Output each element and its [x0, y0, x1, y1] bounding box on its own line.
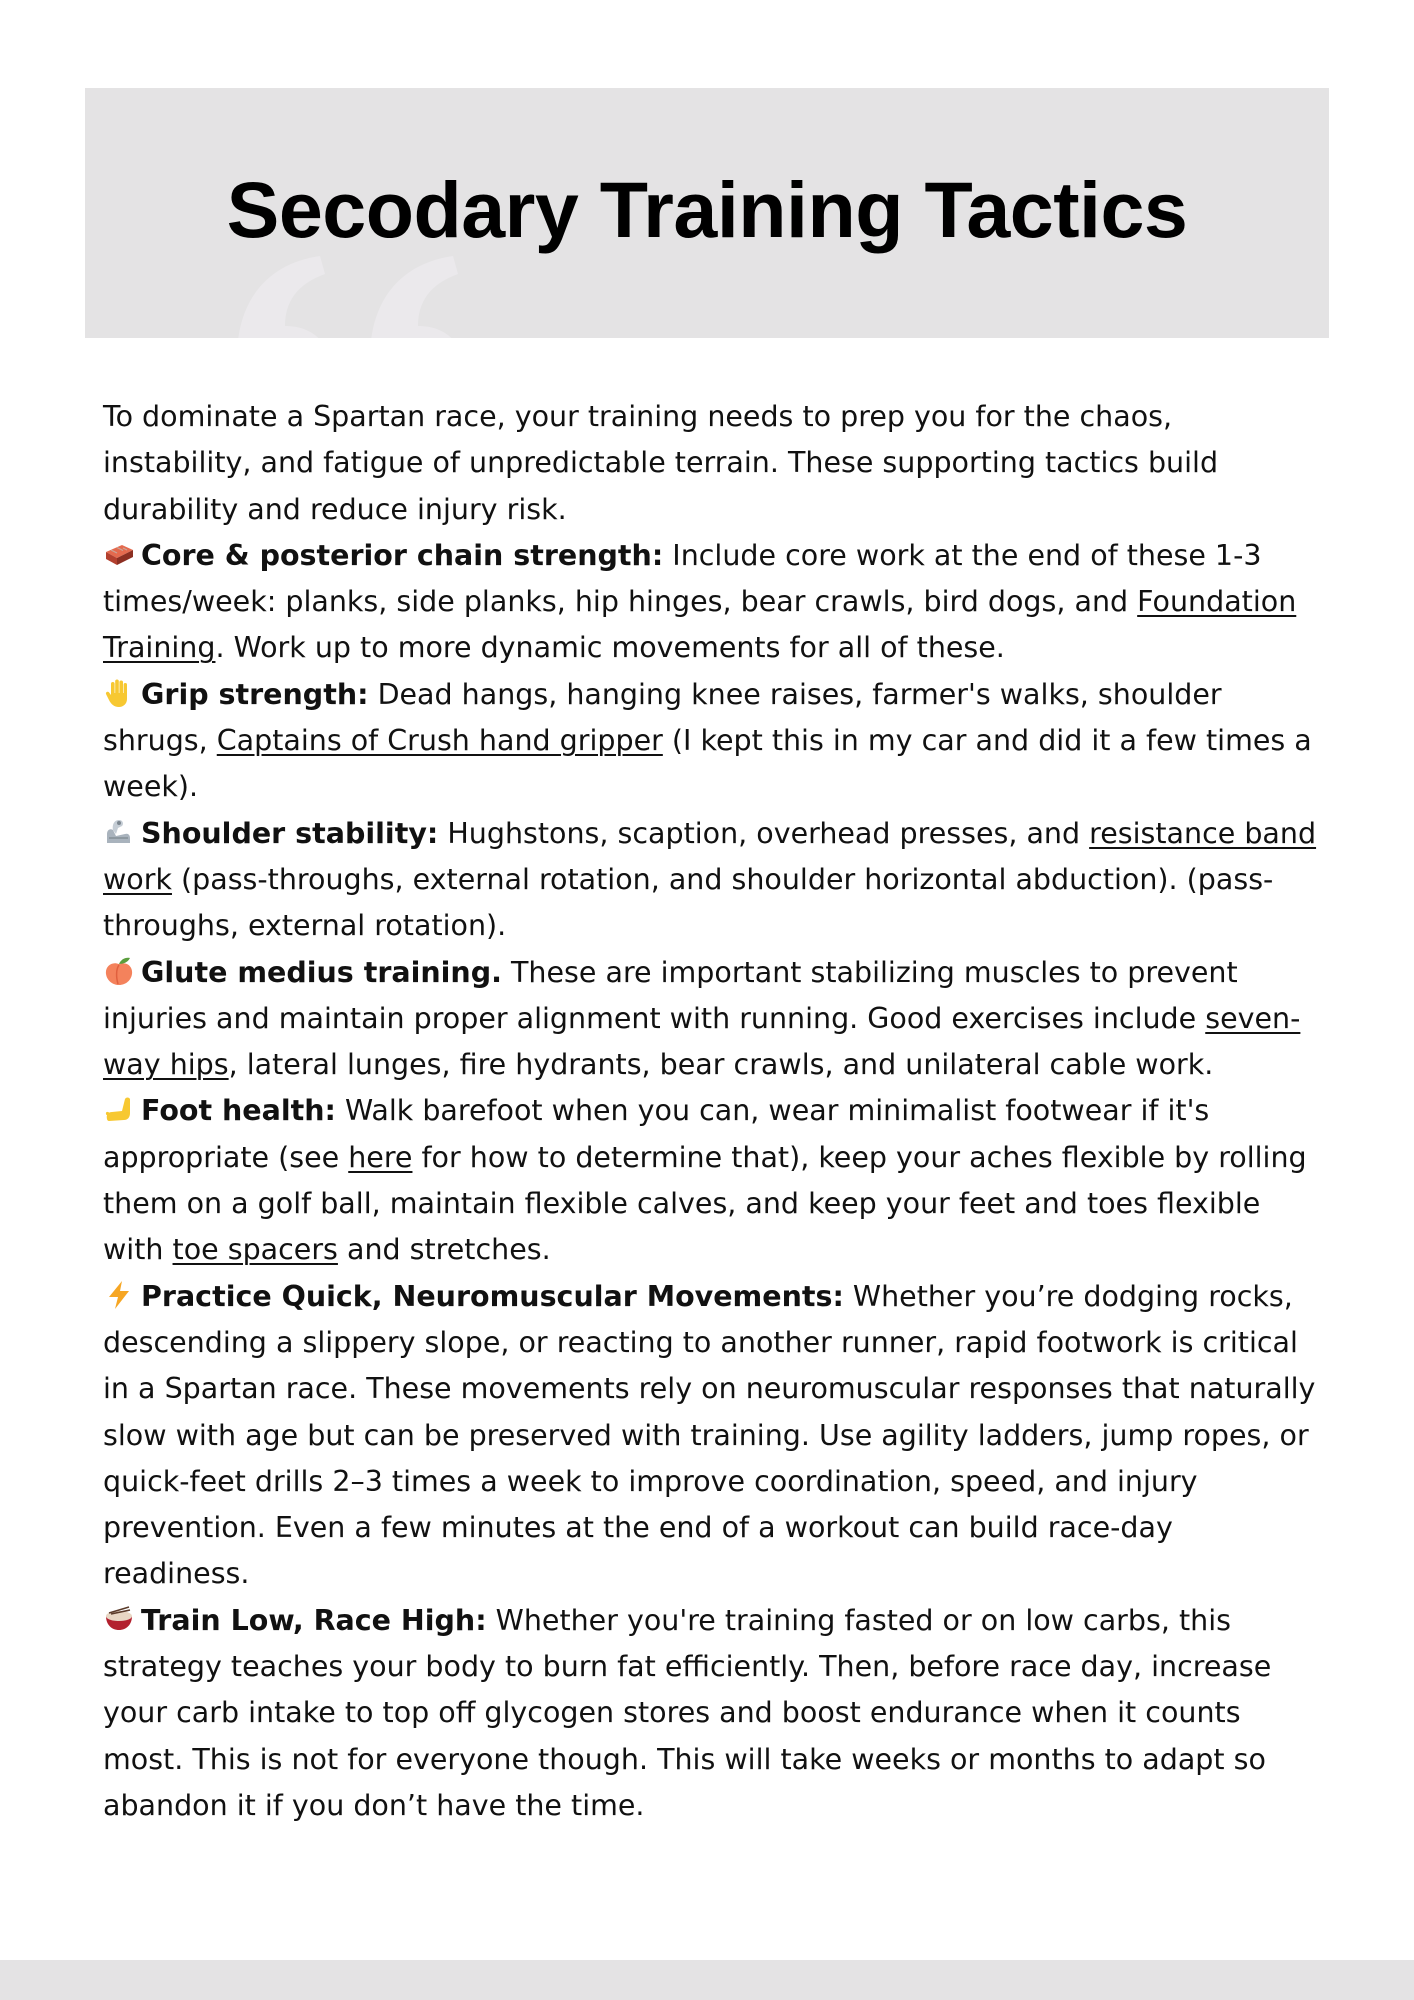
- list-item: [103, 672, 1328, 811]
- item-text: Walk barefoot when you can, wear minimalist footwear if it's appropriate (see: [103, 1094, 1210, 1174]
- item-text: Include core work at the end of these 1-3 times/week: planks, side planks, hip hinges, bear crawls, bird dogs, and: [103, 538, 1262, 619]
- raised-hand-icon: [103, 677, 135, 709]
- item-text: Dead hangs, hanging knee raises, farmer's walks, shoulder shrugs,: [103, 677, 1222, 758]
- item-heading: Train Low, Race High:: [141, 1603, 487, 1637]
- footer-band: [0, 1960, 1414, 2000]
- peach-icon: [103, 955, 135, 987]
- item-text: for how to determine that), keep your aches flexible by rolling them on a golf ball, maintain flexible calves, and keep your feet and toes flexible with: [103, 1140, 1307, 1267]
- foundation-training-link[interactable]: Foundation Training: [103, 585, 1297, 665]
- item-text: . Work up to more dynamic movements for all of these.: [215, 631, 1005, 665]
- list-item: [103, 1598, 1328, 1829]
- item-heading: Grip strength:: [141, 677, 369, 711]
- item-text: , lateral lunges, fire hydrants, bear crawls, and unilateral cable work.: [228, 1048, 1214, 1082]
- toe-spacers-link[interactable]: toe spacers: [172, 1233, 338, 1267]
- item-heading: Foot health:: [141, 1094, 336, 1128]
- page-title: Secodary Training Tactics: [226, 165, 1188, 254]
- item-heading: Shoulder stability:: [141, 816, 439, 850]
- item-text: Hughstons, scaption, overhead presses, and: [438, 816, 1090, 850]
- item-text: and stretches.: [337, 1233, 551, 1267]
- list-item: [103, 1088, 1328, 1273]
- seven-way-hips-link[interactable]: seven-way hips: [103, 1001, 1301, 1082]
- item-text: These are important stabilizing muscles to prevent injuries and maintain proper alignment with running. Good exercises include: [103, 955, 1238, 1035]
- lightning-icon: [103, 1279, 135, 1311]
- bowl-icon: [103, 1603, 135, 1635]
- intro-paragraph: To dominate a Spartan race, your training needs to prep you for the chaos, instability, and fatigue of unpredictable terrain. These supporting tactics build durability and reduce injury risk.: [103, 400, 1219, 526]
- list-item: [103, 811, 1328, 950]
- brick-icon: [103, 538, 135, 570]
- here-link[interactable]: here: [348, 1140, 413, 1174]
- item-text: (pass-throughs, external rotation, and shoulder horizontal abduction). (pass-throughs, external rotation).: [103, 862, 1274, 943]
- list-item: [103, 950, 1328, 1089]
- item-heading: Practice Quick, Neuromuscular Movements:: [141, 1279, 844, 1313]
- captains-of-crush-link[interactable]: Captains of Crush hand gripper: [216, 724, 663, 758]
- item-text: (I kept this in my car and did it a few times a week).: [103, 724, 1312, 804]
- title-banner: [85, 88, 1329, 338]
- article-body: [103, 394, 1328, 1829]
- item-heading: Core & posterior chain strength:: [141, 538, 664, 572]
- list-item: [103, 1274, 1328, 1598]
- mechanical-arm-icon: [103, 816, 135, 848]
- item-text: Whether you're training fasted or on low carbs, this strategy teaches your body to burn fat efficiently. Then, before race day, increase your carb intake to top off glycogen stores and boost endurance when it counts most. This is not for everyone though. This will take weeks or months to adapt so abandon it if you don’t have the time.: [103, 1603, 1272, 1822]
- list-item: [103, 533, 1328, 672]
- item-text: Whether you’re dodging rocks, descending a slippery slope, or reacting to another runner, rapid footwork is critical in a Spartan race. These movements rely on neuromuscular responses that naturally slow with age but can be preserved with training. Use agility ladders, jump ropes, or quick-feet drills 2–3 times a week to improve coordination, speed, and injury prevention. Even a few minutes at the end of a workout can build race-day readiness.: [103, 1279, 1316, 1591]
- foot-icon: [103, 1093, 135, 1125]
- item-heading: Glute medius training.: [141, 955, 502, 989]
- resistance-band-link[interactable]: resistance band work: [103, 816, 1317, 896]
